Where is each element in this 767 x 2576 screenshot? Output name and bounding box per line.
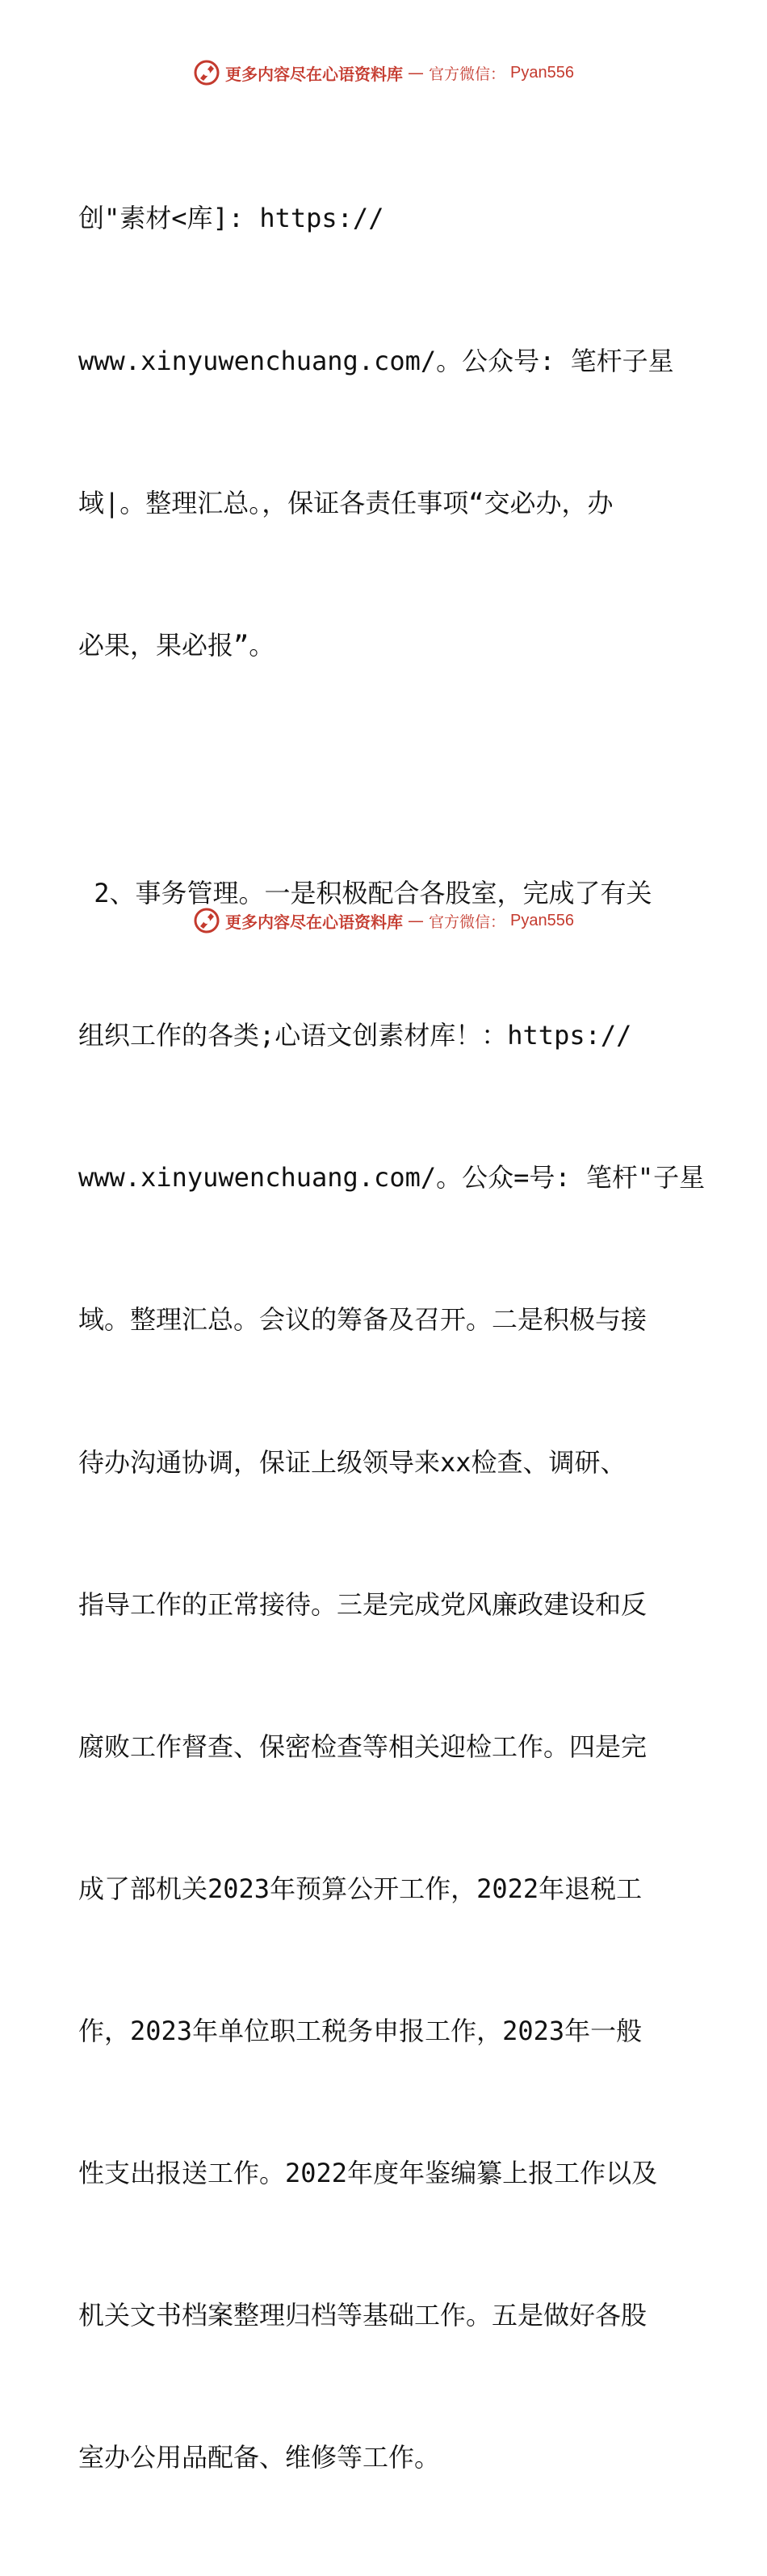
text-line: 域。整理汇总。会议的筹备及召开。二是积极与接 xyxy=(78,1304,648,1336)
text-line: 指导工作的正常接待。三是完成党风廉政建设和反 xyxy=(78,1588,648,1620)
banner-separator: — xyxy=(408,911,424,930)
text-line: 待办沟通协调，保证上级领导来xx检查、调研、 xyxy=(78,1446,627,1478)
text-line: 腐败工作督查、保密检查等相关迎检工作。四是完 xyxy=(78,1731,648,1762)
text-line: 必果，果必报”。 xyxy=(78,629,275,661)
banner-wechat-label: 官方微信： xyxy=(429,913,506,931)
text-line: 域|。整理汇总。，保证各责任事项“交必办，办 xyxy=(78,487,614,518)
text-line: www.xinyuwenchuang.com/。公众号: 笔杆子星 xyxy=(78,345,674,376)
banner-separator: — xyxy=(408,63,424,82)
banner-title: 更多内容尽在心语资料库 xyxy=(225,64,403,84)
header-banner xyxy=(0,57,767,89)
text-line: 作，2023年单位职工税务申报工作，2023年一般 xyxy=(78,2015,643,2046)
text-line: 创"素材<库]: https:// xyxy=(78,203,384,234)
text-line: 2、事务管理。一是积极配合各股室，完成了有关 xyxy=(78,878,652,909)
text-line: 组织工作的各类;心语文创素材库！：https:// xyxy=(78,1020,632,1051)
text-line: 性支出报送工作。2022年度年鉴编纂上报工作以及 xyxy=(78,2158,658,2189)
banner-wechat-id: Pyan556 xyxy=(510,911,574,929)
text-line: 机关文书档案整理归档等基础工作。五是做好各股 xyxy=(78,2300,648,2331)
banner-title: 更多内容尽在心语资料库 xyxy=(225,912,403,932)
library-logo-icon xyxy=(193,907,220,934)
text-line: 成了部机关2023年预算公开工作，2022年退税工 xyxy=(78,1873,643,1904)
paragraph-1 xyxy=(78,100,724,764)
paragraph-2 xyxy=(78,775,724,2576)
banner-wechat-id: Pyan556 xyxy=(510,63,574,82)
banner-wechat-label: 官方微信： xyxy=(429,65,506,83)
footer-banner xyxy=(0,904,767,937)
library-logo-icon xyxy=(193,59,220,86)
document-body xyxy=(78,100,724,2576)
text-line: www.xinyuwenchuang.com/。公众=号: 笔杆"子星 xyxy=(78,1162,706,1194)
text-line: 室办公用品配备、维修等工作。 xyxy=(78,2442,441,2473)
